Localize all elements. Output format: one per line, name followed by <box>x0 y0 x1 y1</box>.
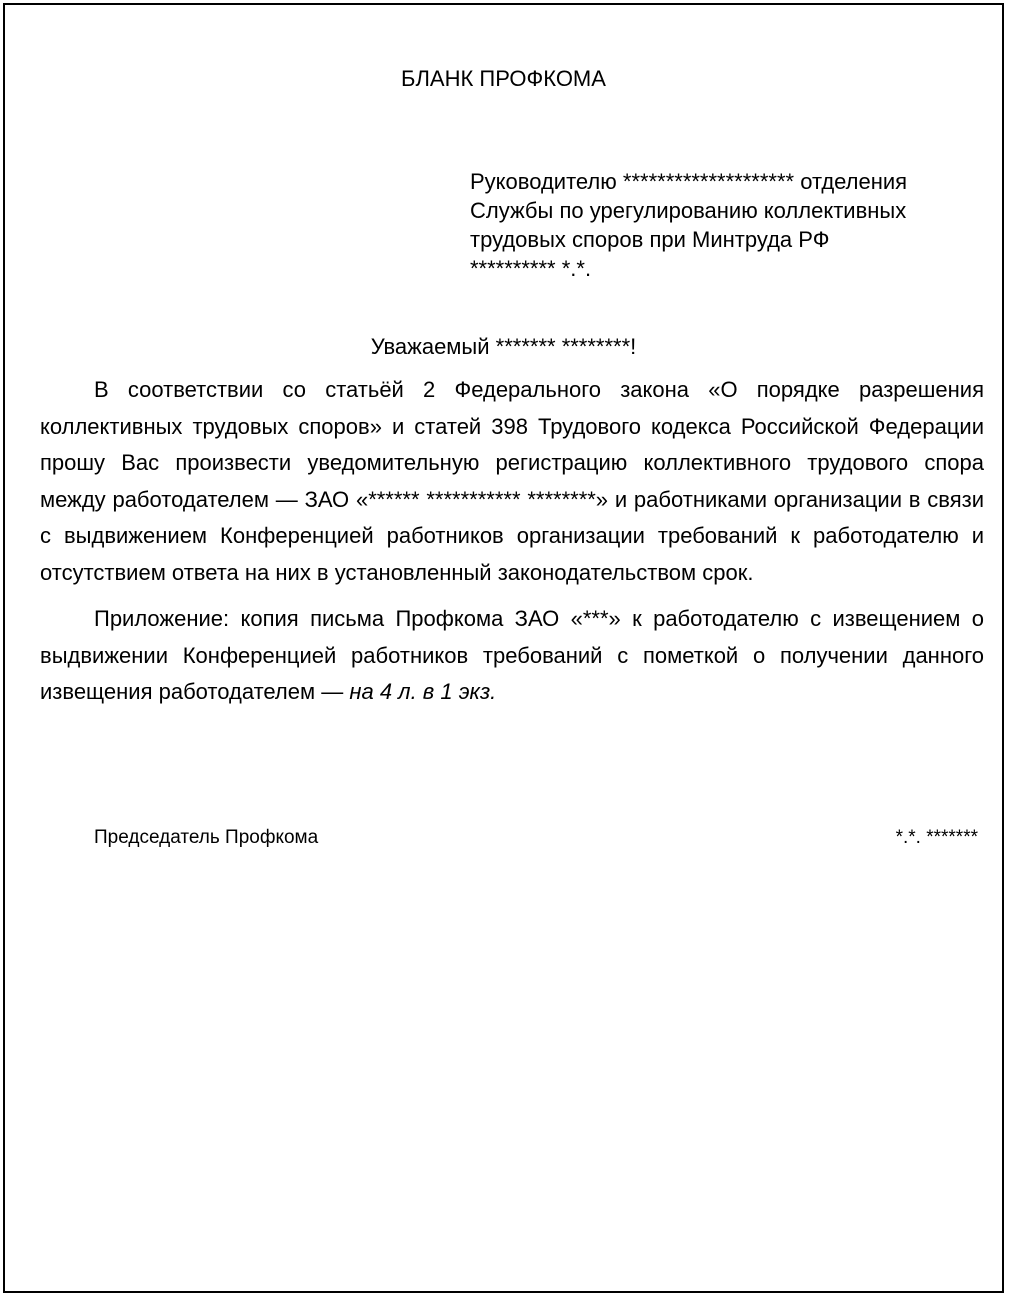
addressee-line: Руководителю ******************** отделения <box>470 169 908 194</box>
addressee-line: Службы по урегулированию коллективных <box>470 198 907 223</box>
letter-body <box>40 372 984 711</box>
attachment-pages-note: на 4 л. в 1 экз. <box>349 679 497 704</box>
addressee-line: ********** *.*. <box>470 256 592 281</box>
signatory-name: *.*. ******* <box>895 827 978 848</box>
signatory-position: Председатель Профкома <box>94 827 319 848</box>
addressee-block <box>470 167 907 283</box>
letterhead-title: БЛАНК ПРОФКОМА <box>401 66 606 91</box>
signature-block <box>94 825 978 851</box>
attachment-text: Приложение: копия письма Профкома ЗАО «***» к работодателю с извещением о выдвижении Конференцией работников требований с пометкой о получении данного извещения работодателем — <box>40 606 984 704</box>
greeting: Уважаемый ******* ********! <box>370 334 637 359</box>
letter-page <box>3 3 1004 1293</box>
addressee-line: трудовых споров при Минтруда РФ <box>470 227 830 252</box>
body-paragraph-attachment <box>40 601 984 711</box>
body-paragraph-request: В соответствии со статьёй 2 Федерального закона «О порядке разрешения коллективных трудовых споров» и статей 398 Трудового кодекса Российской Федерации прошу Вас произвести уведомительную регистрацию коллективного трудового спора между работодателем — ЗАО «****** *********** ********» и работниками организации в связи с выдвижением Конференцией работников организации требований к работодателю и отсутствием ответа на них в установленный законодательством срок. <box>40 377 984 585</box>
